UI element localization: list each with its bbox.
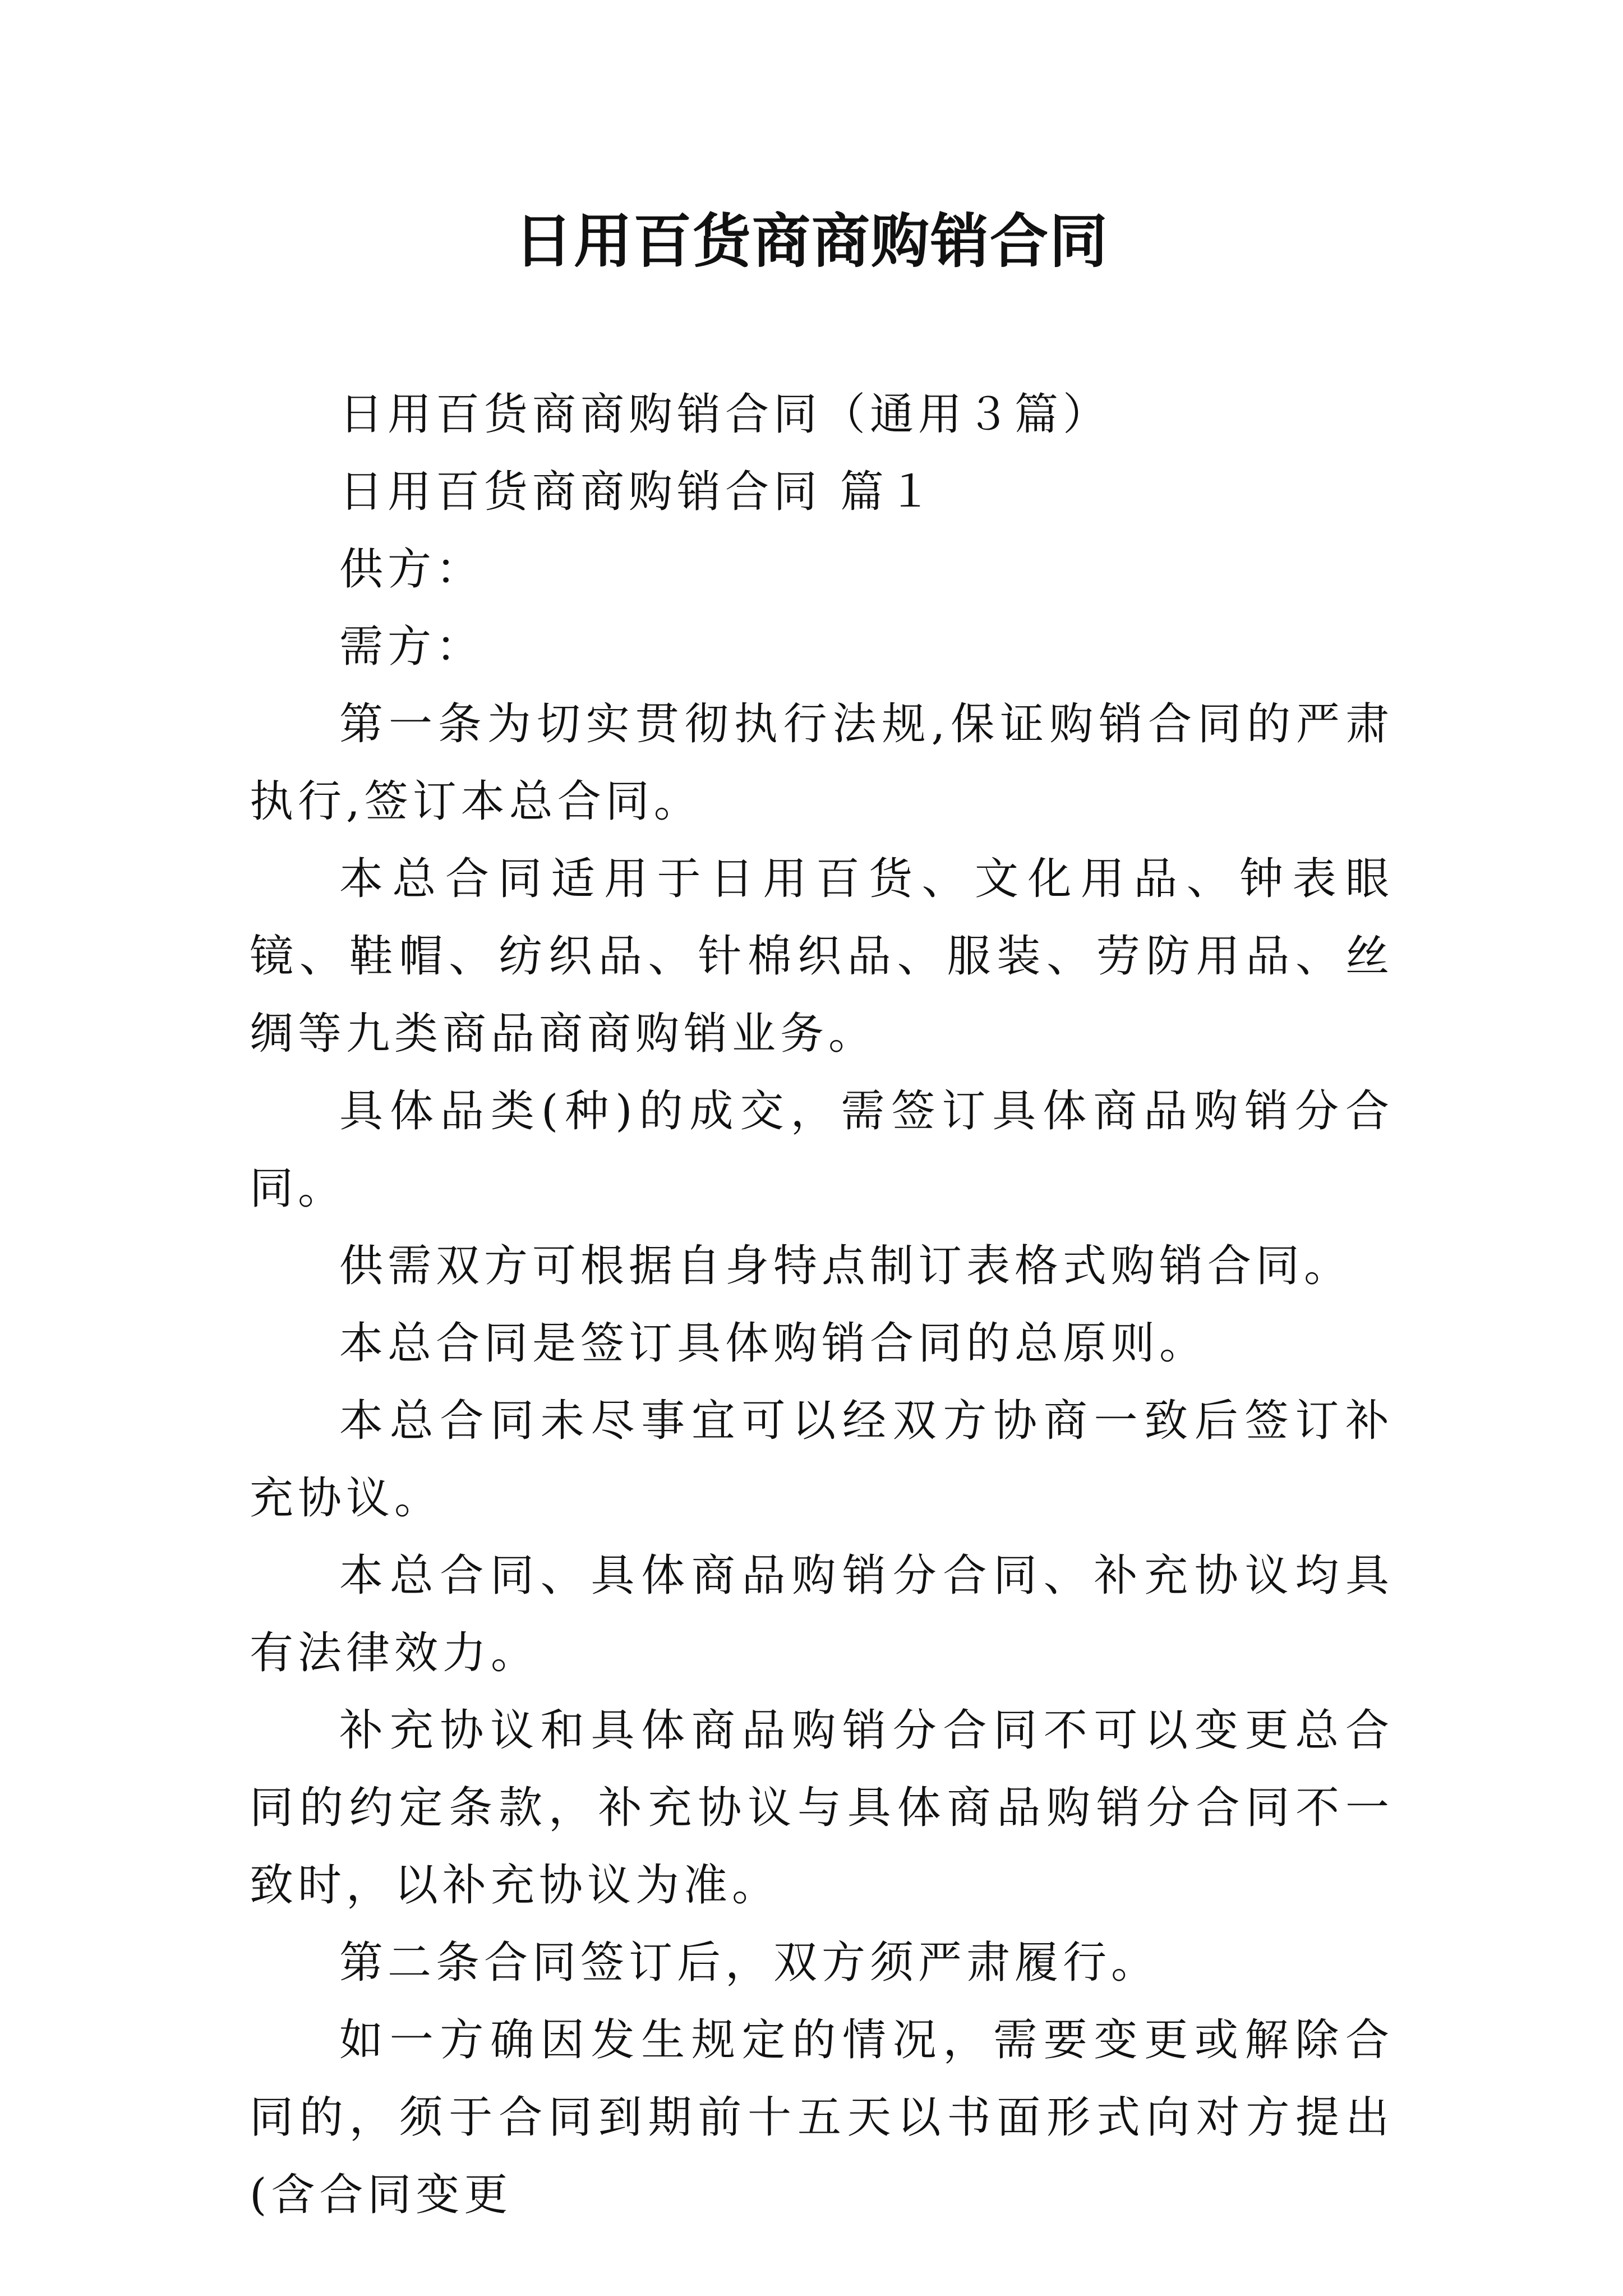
paragraph: 本总合同是签订具体购销合同的总原则。	[339, 1318, 1208, 1369]
paragraph: 具体品类(种)的成交，需签订具体商品购销分合同。	[250, 1086, 1394, 1214]
paragraph: 本总合同、具体商品购销分合同、补充协议均具有法律效力。	[250, 1550, 1394, 1678]
paragraph-buyer: 需方：	[339, 622, 485, 672]
paragraph-section-title: 日用百货商商购销合同 篇１	[339, 467, 937, 517]
document-title: 日用百货商商购销合同	[514, 207, 1109, 275]
paragraph: 本总合同未尽事宜可以经双方协商一致后签订补充协议。	[250, 1396, 1394, 1524]
paragraph: 本总合同适用于日用百货、文化用品、钟表眼镜、鞋帽、纺织品、针棉织品、服装、劳防用品、丝绸等九类商品商商购销业务。	[250, 854, 1394, 1059]
paragraph: 补充协议和具体商品购销分合同不可以变更总合同的约定条款，补充协议与具体商品购销分合同不一致时，以补充协议为准。	[250, 1705, 1394, 1911]
document-body	[250, 376, 1394, 2234]
paragraph: 第一条为切实贯彻执行法规,保证购销合同的严肃执行,签订本总合同。	[250, 699, 1394, 827]
paragraph: 供需双方可根据自身特点制订表格式购销合同。	[339, 1241, 1353, 1291]
paragraph-heading: 日用百货商商购销合同（通用３篇）	[339, 389, 1112, 440]
paragraph-supplier: 供方：	[339, 544, 485, 595]
paragraph: 第二条合同签订后，双方须严肃履行。	[339, 1938, 1160, 1988]
paragraph: 如一方确因发生规定的情况，需要变更或解除合同的，须于合同到期前十五天以书面形式向对方提出(含合同变更	[250, 2015, 1394, 2220]
